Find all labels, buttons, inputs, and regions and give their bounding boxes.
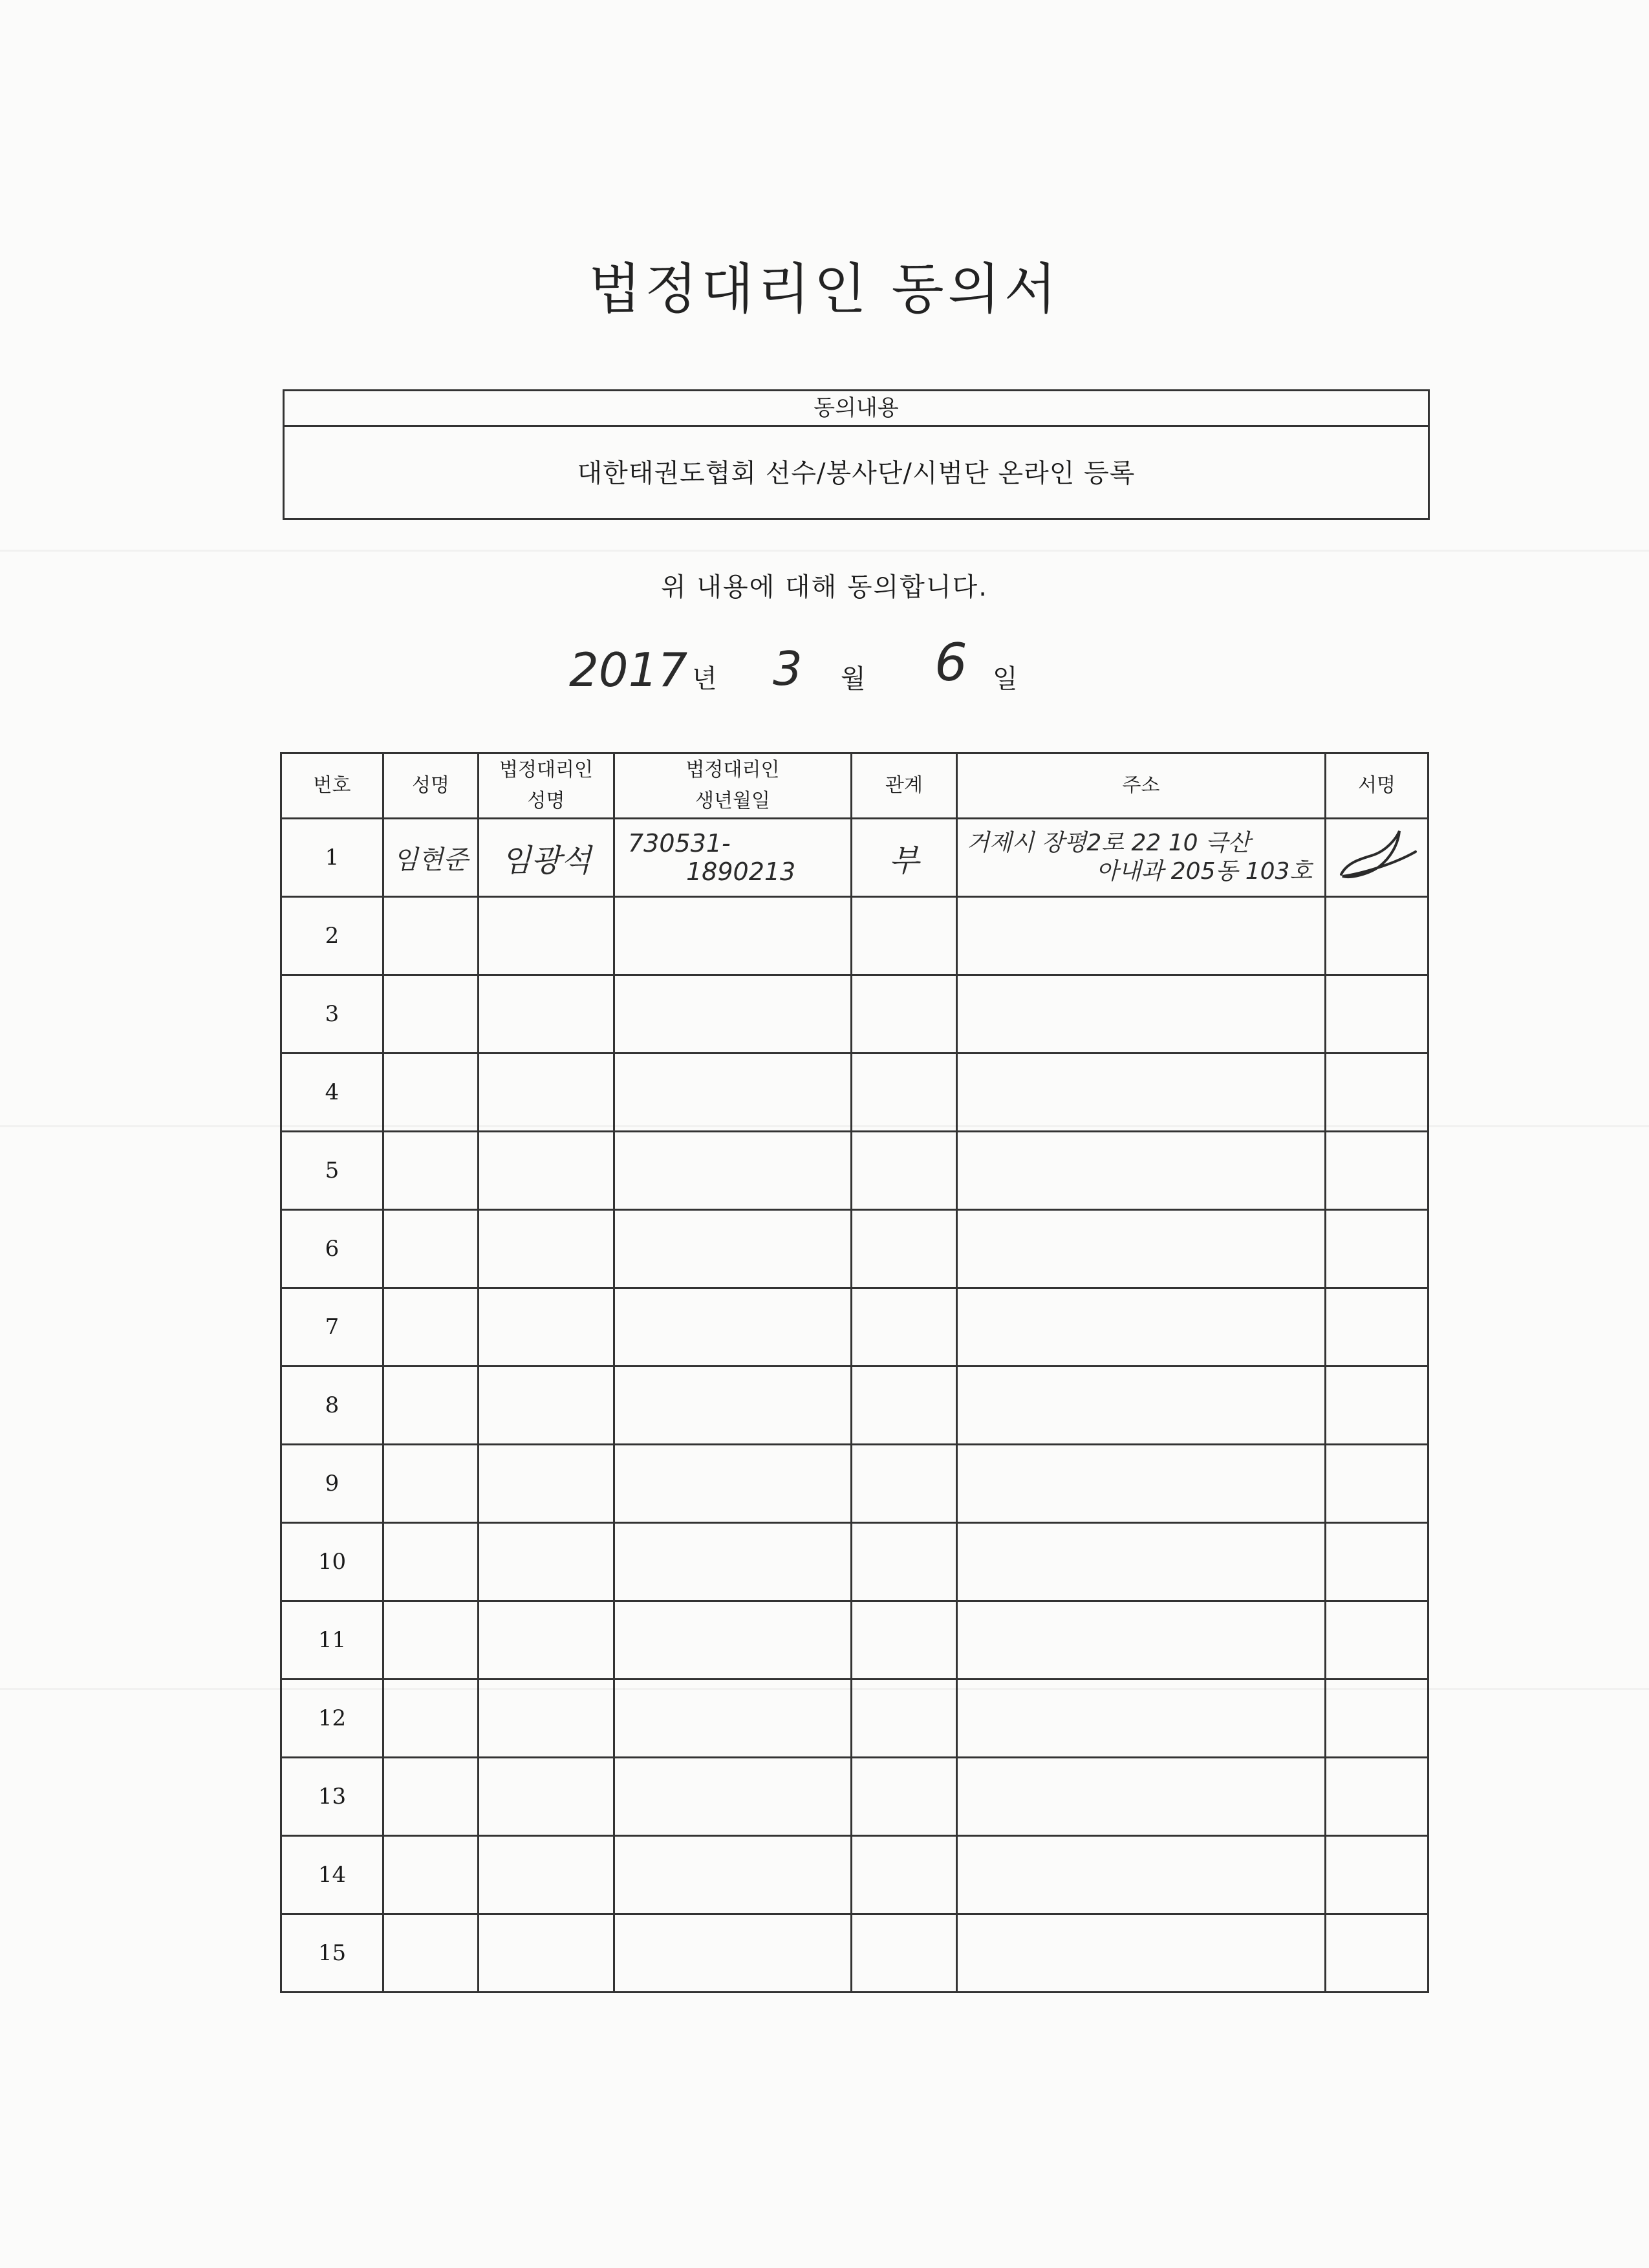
header-guardian-birth-line1: 법정대리인 <box>685 759 780 781</box>
cell-no: 12 <box>281 1679 383 1758</box>
cell-no: 10 <box>281 1523 383 1601</box>
cell-no: 8 <box>281 1366 383 1445</box>
table-row <box>281 1601 1428 1679</box>
cell-no: 1 <box>281 819 383 897</box>
cell-no: 15 <box>281 1914 383 1993</box>
header-address: 주소 <box>957 753 1326 819</box>
table-row <box>281 1445 1428 1523</box>
handwritten-birth-line2: 1890213 <box>686 858 796 886</box>
signature-mark-icon <box>1335 826 1419 884</box>
handwritten-name: 임현준 <box>393 845 468 875</box>
table-row <box>281 1132 1428 1210</box>
handwritten-guardian-name: 임광석 <box>501 842 592 879</box>
cell-no: 7 <box>281 1288 383 1366</box>
cell-no: 14 <box>281 1836 383 1914</box>
table-row <box>281 1053 1428 1132</box>
month-label: 월 <box>841 664 866 694</box>
table-header-row <box>281 753 1428 819</box>
table-row <box>281 1758 1428 1836</box>
table-row <box>281 819 1428 897</box>
year-value: 2017 <box>569 643 688 697</box>
table-row <box>281 1210 1428 1288</box>
table-row <box>281 1836 1428 1914</box>
table-row <box>281 1288 1428 1366</box>
cell-no: 11 <box>281 1601 383 1679</box>
header-guardian-name-line1: 법정대리인 <box>499 759 593 781</box>
header-guardian-birth-line2: 생년월일 <box>695 790 770 812</box>
document-title: 법정대리인 동의서 <box>588 257 1061 321</box>
cell-no: 6 <box>281 1210 383 1288</box>
consent-header: 동의내용 <box>285 391 1428 427</box>
handwritten-birth-line1: 730531- <box>628 829 731 858</box>
handwritten-relation: 부 <box>889 842 920 879</box>
cell-signature <box>1326 819 1428 897</box>
table-row <box>281 1523 1428 1601</box>
date-line <box>0 632 1649 711</box>
cell-guardian-birth <box>614 819 852 897</box>
day-value: 6 <box>934 632 967 693</box>
roster-table <box>280 752 1429 1993</box>
cell-no: 5 <box>281 1132 383 1210</box>
cell-relation <box>852 819 957 897</box>
day-label: 일 <box>993 664 1018 694</box>
header-guardian-name <box>479 753 614 819</box>
cell-no: 2 <box>281 897 383 975</box>
consent-text: 대한태권도협회 선수/봉사단/시범단 온라인 등록 <box>577 459 1136 488</box>
header-no: 번호 <box>281 753 383 819</box>
table-row <box>281 1679 1428 1758</box>
header-signature: 서명 <box>1326 753 1428 819</box>
table-row <box>281 975 1428 1053</box>
paper-fold <box>0 550 1649 552</box>
header-relation: 관계 <box>852 753 957 819</box>
header-name: 성명 <box>383 753 479 819</box>
header-guardian-name-line2: 성명 <box>527 790 565 812</box>
cell-guardian-name <box>479 819 614 897</box>
cell-no: 9 <box>281 1445 383 1523</box>
consent-box <box>283 389 1430 520</box>
table-row <box>281 897 1428 975</box>
table-row <box>281 1366 1428 1445</box>
handwritten-address-line1: 거제시 장평2로 22 10 극산 <box>967 830 1251 856</box>
cell-no: 4 <box>281 1053 383 1132</box>
year-label: 년 <box>692 664 717 694</box>
cell-no: 13 <box>281 1758 383 1836</box>
table-row <box>281 1914 1428 1993</box>
cell-name <box>383 819 479 897</box>
handwritten-address-line2: 아내과 205동 103호 <box>1096 858 1313 885</box>
month-value: 3 <box>773 642 803 696</box>
cell-no: 3 <box>281 975 383 1053</box>
agree-statement: 위 내용에 대해 동의합니다. <box>661 572 988 602</box>
header-guardian-birth <box>614 753 852 819</box>
cell-address <box>957 819 1326 897</box>
